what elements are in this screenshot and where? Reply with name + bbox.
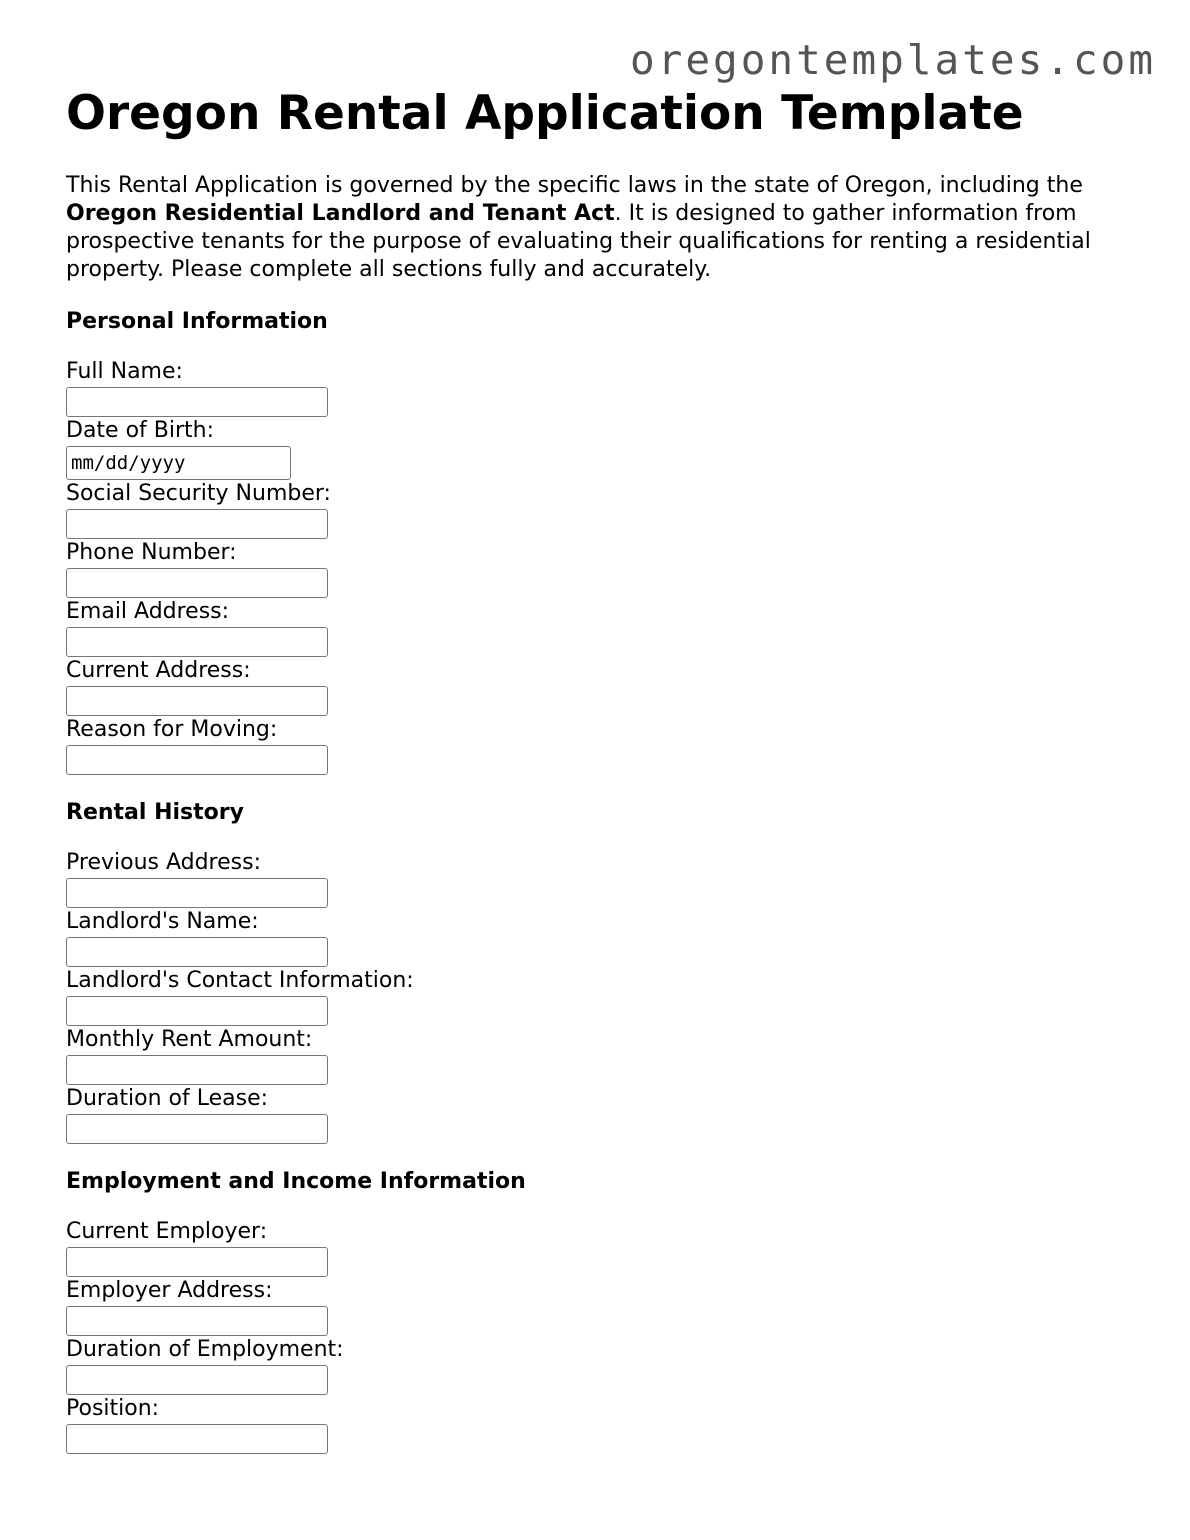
section-title-personal: Personal Information [66,309,328,334]
current-address-label: Current Address: [66,658,251,683]
landlord-name-label: Landlord's Name: [66,909,259,934]
full-name-label: Full Name: [66,359,183,384]
lease-duration-input[interactable] [66,1114,328,1144]
reason-for-moving-label: Reason for Moving: [66,717,278,742]
section-title-employment: Employment and Income Information [66,1169,526,1194]
intro-act-name: Oregon Residential Landlord and Tenant Act [66,201,615,226]
landlord-contact-input[interactable] [66,996,328,1026]
intro-text-start: This Rental Application is governed by the specific laws in the state of Oregon, including the [66,173,1083,198]
employment-duration-input[interactable] [66,1365,328,1395]
employment-duration-label: Duration of Employment: [66,1337,344,1362]
page-title: Oregon Rental Application Template [66,86,1024,141]
reason-for-moving-input[interactable] [66,745,328,775]
monthly-rent-label: Monthly Rent Amount: [66,1027,313,1052]
rental-fields [66,849,1146,1144]
phone-label: Phone Number: [66,540,237,565]
employer-address-input[interactable] [66,1306,328,1336]
personal-fields [66,358,1146,775]
employer-label: Current Employer: [66,1219,268,1244]
employer-input[interactable] [66,1247,328,1277]
dob-label: Date of Birth: [66,418,215,443]
email-label: Email Address: [66,599,230,624]
current-address-input[interactable] [66,686,328,716]
lease-duration-label: Duration of Lease: [66,1086,269,1111]
phone-input[interactable] [66,568,328,598]
position-input[interactable] [66,1424,328,1454]
dob-input[interactable] [66,446,291,480]
full-name-input[interactable] [66,387,328,417]
position-label: Position: [66,1396,160,1421]
email-input[interactable] [66,627,328,657]
landlord-name-input[interactable] [66,937,328,967]
landlord-contact-label: Landlord's Contact Information: [66,968,414,993]
watermark-text: oregontemplates.com [630,36,1156,84]
previous-address-label: Previous Address: [66,850,261,875]
section-title-rental: Rental History [66,800,244,825]
ssn-label: Social Security Number: [66,481,331,506]
employer-address-label: Employer Address: [66,1278,273,1303]
intro-text-end: . It is designed to gather information from prospective tenants for the purpose of evaluating their qualifications for renting a residential property. Please complete all sections fully and accurately. [66,201,1091,282]
intro-paragraph [66,172,1136,284]
document-body [66,86,1146,1454]
previous-address-input[interactable] [66,878,328,908]
employment-fields [66,1218,1146,1454]
ssn-input[interactable] [66,509,328,539]
monthly-rent-input[interactable] [66,1055,328,1085]
